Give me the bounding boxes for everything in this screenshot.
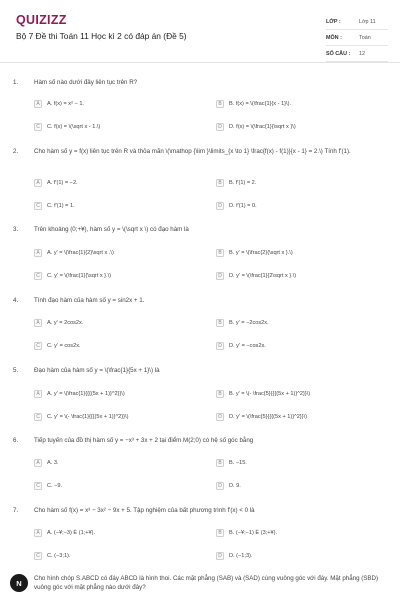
option-letter-box: B (216, 179, 224, 187)
option-letter-box: A (34, 459, 42, 467)
option-letter-box: B (216, 249, 224, 257)
option-text: A. 3. (47, 460, 59, 466)
option-text: C. f'(1) = 1. (47, 203, 75, 209)
option-d[interactable] (216, 412, 307, 422)
option-d[interactable] (216, 481, 241, 491)
option-text: A. y' = \(\frac{1}{2}\sqrt x .\) (47, 250, 114, 256)
option-letter-box: A (34, 179, 42, 187)
option-text: A. (−¥;−3) È (1;+¥). (47, 530, 96, 536)
option-text: C. y' = \(\frac{1}{\sqrt x }.\) (47, 273, 112, 279)
option-a[interactable] (34, 248, 114, 258)
option-letter-box: A (34, 249, 42, 257)
option-text: C. (−3;1). (47, 553, 71, 559)
option-text: D. f'(1) = 0. (229, 203, 257, 209)
option-text: D. f(x) = \(\frac{1}{\sqrt x }\) (229, 124, 296, 130)
option-d[interactable] (216, 201, 257, 211)
option-letter-box: D (216, 552, 224, 560)
option-a[interactable] (34, 528, 95, 538)
question-text: Cho hàm số f(x) = x³ − 3x² − 9x + 5. Tập nghiệm của bất phương trình f'(x) < 0 là (34, 507, 255, 514)
meta-value: Lớp 11 (359, 18, 376, 25)
option-letter-box: D (216, 272, 224, 280)
option-text: B. y' = \(\frac{2}{\sqrt x }.\) (229, 250, 293, 256)
meta-value: Toán (359, 34, 371, 41)
option-text: D. (−1;3). (229, 553, 253, 559)
option-text: A. f'(1) = −2. (47, 180, 78, 186)
option-a[interactable] (34, 99, 84, 109)
option-c[interactable] (34, 201, 75, 211)
meta-row-count (326, 46, 388, 62)
option-letter-box: C (34, 123, 42, 131)
option-a[interactable] (34, 389, 125, 399)
meta-row-grade (326, 14, 388, 30)
option-letter-box: B (216, 529, 224, 537)
meta-panel (326, 14, 388, 62)
question-text: Hàm số nào dưới đây liên tục trên R? (34, 79, 138, 86)
question-text: Trên khoảng (0;+¥), hàm số y = \(\sqrt x \) có đạo hàm là (34, 226, 189, 233)
meta-label: MÔN : (326, 34, 342, 41)
option-text: B. y' = −2cos2x. (229, 320, 269, 326)
option-b[interactable] (216, 248, 293, 258)
option-text: C. −9. (47, 483, 63, 489)
option-text: C. y' = \(- \frac{1}{{{(5x + 1)}^2}}\) (47, 414, 129, 420)
question-text: Tính đạo hàm của hàm số y = sin2x + 1. (34, 297, 145, 304)
meta-value: 12 (359, 50, 365, 57)
meta-label: LỚP : (326, 18, 341, 25)
question-number: 1. (13, 79, 19, 86)
option-b[interactable] (216, 318, 269, 328)
option-b[interactable] (216, 528, 277, 538)
option-a[interactable] (34, 318, 83, 328)
question-text: Đạo hàm của hàm số y = \(\frac{1}{5x + 1}\) là (34, 367, 160, 374)
option-text: A. y' = 2cos2x. (47, 320, 84, 326)
option-letter-box: C (34, 482, 42, 490)
document-title: Bộ 7 Đề thi Toán 11 Học kì 2 có đáp án (Đề 5) (16, 31, 187, 41)
option-letter-box: C (34, 413, 42, 421)
question-number: 3. (13, 226, 19, 233)
option-text: B. f'(1) = 2. (229, 180, 257, 186)
option-text: B. (−¥;−1) È (3;+¥). (229, 530, 278, 536)
option-text: D. y' = \(\frac{1}{2\sqrt x }.\) (229, 273, 297, 279)
option-text: B. y' = \(- \frac{5}{{{(5x + 1)}^2}}\) (229, 391, 311, 397)
option-text: A. f(x) = x² − 1. (47, 101, 84, 107)
option-c[interactable] (34, 271, 111, 281)
option-letter-box: C (34, 202, 42, 210)
option-text: C. f(x) = \(\sqrt x - 1.\) (47, 124, 101, 130)
option-b[interactable] (216, 458, 247, 468)
option-letter-box: D (216, 342, 224, 350)
option-c[interactable] (34, 341, 81, 351)
notion-badge-button[interactable]: N (10, 574, 28, 592)
option-letter-box: D (216, 202, 224, 210)
option-text: A. y' = \(\frac{1}{{{(5x + 1)}^2}}\) (47, 391, 125, 397)
option-a[interactable] (34, 178, 78, 188)
option-text: C. y' = cos2x. (47, 343, 81, 349)
option-b[interactable] (216, 389, 310, 399)
option-a[interactable] (34, 458, 59, 468)
option-text: D. y' = −cos2x. (229, 343, 266, 349)
option-text: B. f(x) = \(\frac{1}{x - 1}\). (229, 101, 292, 107)
option-letter-box: D (216, 482, 224, 490)
page-header (0, 0, 400, 63)
option-letter-box: D (216, 123, 224, 131)
question-8-text: Cho hình chóp S.ABCD có đáy ABCD là hình thoi. Các mặt phẳng (SAB) và (SAD) cùng vuông góc với đáy. Mặt phẳng (SBD) vuông góc với mặt phẳng nào dưới đây? (34, 575, 379, 591)
option-d[interactable] (216, 341, 266, 351)
option-letter-box: C (34, 552, 42, 560)
meta-label: SỐ CÂU : (326, 50, 351, 57)
option-letter-box: B (216, 390, 224, 398)
option-letter-box: A (34, 100, 42, 108)
option-letter-box: B (216, 459, 224, 467)
option-letter-box: B (216, 100, 224, 108)
option-b[interactable] (216, 99, 291, 109)
option-d[interactable] (216, 271, 296, 281)
quizizz-logo[interactable]: QUIZIZZ (16, 13, 67, 27)
option-letter-box: C (34, 272, 42, 280)
option-text: B. −15. (229, 460, 247, 466)
question-number: 5. (13, 367, 19, 374)
option-d[interactable] (216, 122, 296, 132)
question-text: Tiếp tuyến của đồ thị hàm số y = −x³ + 3x + 2 tại điểm M(2;0) có hệ số góc bằng (34, 437, 254, 444)
option-text: D. 9. (229, 483, 241, 489)
option-c[interactable] (34, 122, 100, 132)
option-d[interactable] (216, 551, 252, 561)
question-number: 4. (13, 297, 19, 304)
question-text: Cho hàm số y = f(x) liên tục trên R và thỏa mãn \(\mathop {\lim }\limits_{x \to 1} \frac{f(x) - f(1)}{x - 1} = 2.\) Tính f'(1). (34, 148, 351, 155)
option-letter-box: D (216, 413, 224, 421)
option-text: D. y' = \(\frac{5}{{{(5x + 1)}^2}}\) (229, 414, 308, 420)
option-letter-box: A (34, 319, 42, 327)
option-b[interactable] (216, 178, 256, 188)
meta-row-subject (326, 30, 388, 46)
question-number: 6. (13, 437, 19, 444)
question-number: 2. (13, 148, 19, 155)
option-c[interactable] (34, 481, 62, 491)
option-c[interactable] (34, 412, 128, 422)
option-letter-box: A (34, 529, 42, 537)
question-number: 7. (13, 507, 19, 514)
option-c[interactable] (34, 551, 70, 561)
option-letter-box: B (216, 319, 224, 327)
option-letter-box: C (34, 342, 42, 350)
option-letter-box: A (34, 390, 42, 398)
